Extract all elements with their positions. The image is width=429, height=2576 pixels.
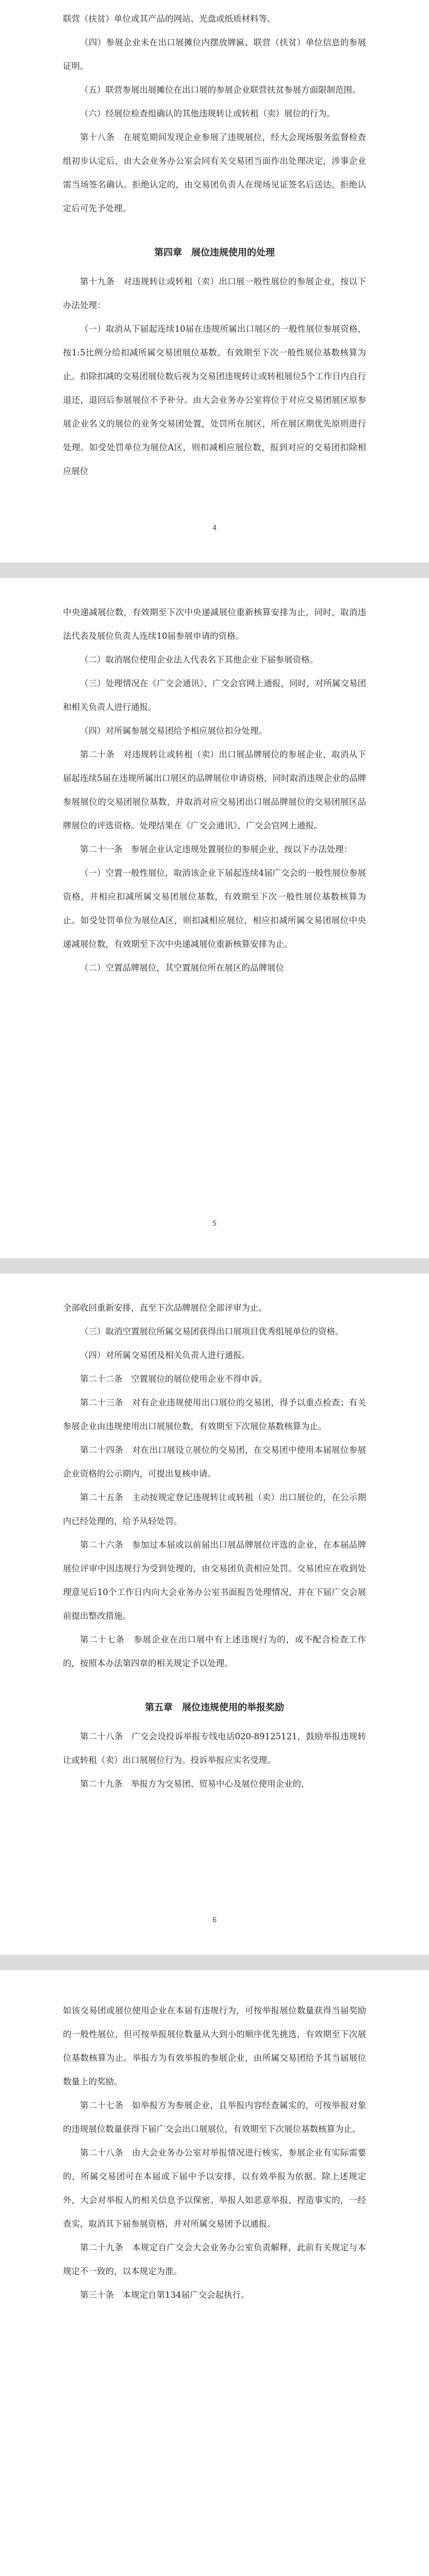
text-line: （一）空置一般性展位，取消该企业下届起连续4届广交会的一般性展位参展资格，并相应扣减所属交易团展位基数，有效期至下次一般性展位基数核算为止。如受处罚单位为展位A区，则扣减相应展位，相应扣减所属交易团展位中央递减展位数，有效期至下次中央递减展位重新核算安排为止。 [63,868,366,949]
text-line: 第二十七条 如举报方为参展企业，且举报内容经查属实的，可按举报对象的违规展位数量获得下届广交会出口展展位，有效期至下次展位基数核算为止。 [63,2100,366,2134]
text-line: （一）取消从下届起连续10届在违规所属出口展区的一般性展位参展资格，按1:5比例分给扣减所属交易团展位基数。有效期至下次一般性展位基数核算为止。扣除扣减的交易团展位数后视为交易团违规转让或转租展位5个工作日内自行退还，退回后参展展位不予补分。由大会业务办公室将位于对应交易团展区原参展企业名义的展位的业务交易团处置，处罚所在展区，所在展区期优先原则进行处理。如受处罚单位为展位A区，则扣减相应展位数，报到对应的交易团扣除相应展位 [63,324,366,476]
text-line: 第二十五条 主动按规定登记违规转让或转租（卖）出口展位的，在公示期内已经处理的，给予从轻处罚。 [63,1493,366,1526]
text-line: （四）对所属交易团及相关负责人进行通报。 [80,1350,250,1360]
chapter-title: 第五章 展位违规使用的举报奖励 [145,1702,284,1713]
page-number: 5 [212,1220,217,1228]
page-number: 4 [212,524,217,532]
text-line: 第二十九条 本规定自广交会大会业务办公室负责解释，此前有关规定与本规定不一致的，以本规定为准。 [63,2243,366,2276]
text-line: （四）对所属参展交易团给予相应展位扣分处理。 [80,726,267,736]
text-line: 第三十条 本规定自第134届广交会起执行。 [80,2290,250,2300]
text-line: （四）参展企业未在出口展摊位内摆放牌匾、联营（扶贫）单位信息的参展证明。 [63,38,366,71]
text-line: （五）联营参展出展摊位在出口展的参展企业联营扶贫参展方面限制范围。 [80,85,361,95]
text-line: （三）取消空置展位所属交易团获得出口展项目优秀组展单位的资格。 [80,1327,344,1336]
text-line: 如该交易团或展位使用企业在本届有违规行为，可按举报展位数量获得当届奖励的一般性展位，但可按举报展位数量从大到小的顺序优先挑选，有效期至下次展位基数核算为止。举报方为有效举报的参展企业，由所属交易团给予其当届展位数量上的奖励。 [63,2006,366,2087]
text-line: 第二十六条 参加过本届或以前届出口展品牌展位评选的企业，在本届品牌展位评审中因违规行为受到处理的，由交易团负责相应处罚。交易团应在收到处理意见后10个工作日内向大会业务办公室书面报告处理情况，并在下届广交会展前提出整改措施。 [63,1540,366,1621]
text-line: 第二十三条 对有企业违规使用出口展位的交易团，得予以重点检查；有关参展企业由违规使用出口展展位数，有效期至下次展位基数核算为止。 [63,1398,366,1431]
text-line: 第二十八条 由大会业务办公室对举报情况进行核实，参展企业有实际需要的，所属交易团可在本届或下届中予以安排，以有效举报为依据。除上述规定外，大会对举报人的相关信息予以保密。举报人如恶意举报、捏造事实的，一经查实，取消其下届参展资格，并对所属交易团予以通报。 [63,2148,366,2229]
page-2-content [63,601,366,980]
text-line: （二）取消展位使用企业法人代表名下其他企业下届参展资格。 [80,655,318,665]
text-line: 第二十八条 广交会设投诉举报专线电话020-89125121，鼓励举报违规转让或转租（卖）出口展展位行为。投诉举报应实名受理。 [63,1732,366,1765]
text-line: 第二十四条 对在出口展设立展位的交易团，在交易团中使用本届展位参展企业资格的公示期内，可提出复核申请。 [63,1445,366,1479]
chapter-title: 第四章 展位违规使用的处理 [154,247,275,258]
page-1 [0,0,429,563]
text-line: 联营（扶贫）单位或其产品的网站、光盘或纸质材料等。 [63,14,276,24]
text-line: （六）经展位检查组确认的其他违规转让或转租（卖）展位的行为。 [80,109,335,118]
text-line: 中央递减展位数，有效期至下次中央递减展位重新核算安排为止，同时，取消违法代表及展位负责人连续10届参展申请的资格。 [63,607,366,641]
text-line: 第二十一条 参展企业认定违规处置展位的参展企业，按以下办法处理： [80,844,352,854]
text-line: 第二十七条 参展企业在出口展中有上述违规行为的，或不配合检查工作的，按照本办法第四章的相关规定予以处理。 [63,1635,366,1668]
page-number: 6 [212,1917,217,1924]
text-line: 第十八条 在展览期间发现企业参展了违规展位，经大会现场服务监督检查组初步认定后，由大会业务办公室会同有关交易团当面作出处理决定，涉事企业需当场签名确认。拒绝认定的，由交易团负责人在现场见证签名后送达。拒绝认定后可先予处理。 [63,132,366,213]
page-4 [0,1970,429,2576]
text-line: 第二十二条 空置展位的展位使用企业不得申诉。 [80,1374,267,1384]
page-4-content [63,1999,366,2307]
text-line: 第二十条 对违规转让或转租（卖）出口展品牌展位的参展企业，取消从下届起连续5届在违规所属出口展区的品牌展位申请资格，同时取消违规企业的品牌参展展位的交易团展位基数，并取消对应交易团出口展品牌展位的交易团展区品牌展位的评选资格。处理结果在《广交会通讯》、广交会官网上通报。 [63,750,366,831]
page-3-content [63,1296,366,1796]
page-2 [0,578,429,1258]
text-line: 第十九条 对违规转让或转租（卖）出口展一般性展位的参展企业，按以下办法处理： [63,277,366,310]
text-line: （三）处理情况在《广交会通讯》、广交会官网上通报，同时，对所属交易团和相关负责人进行通报。 [63,679,366,712]
page-3 [0,1274,429,1955]
text-line: 全部收回重新安排，直至下次品牌展位全部评审为止。 [63,1303,267,1313]
page-1-content [63,7,366,483]
text-line: 第二十九条 举报方为交易团、贸易中心及展位使用企业的， [80,1779,310,1789]
text-line: （二）空置品牌展位，其空置展位所在展区的品牌展位 [80,963,284,973]
